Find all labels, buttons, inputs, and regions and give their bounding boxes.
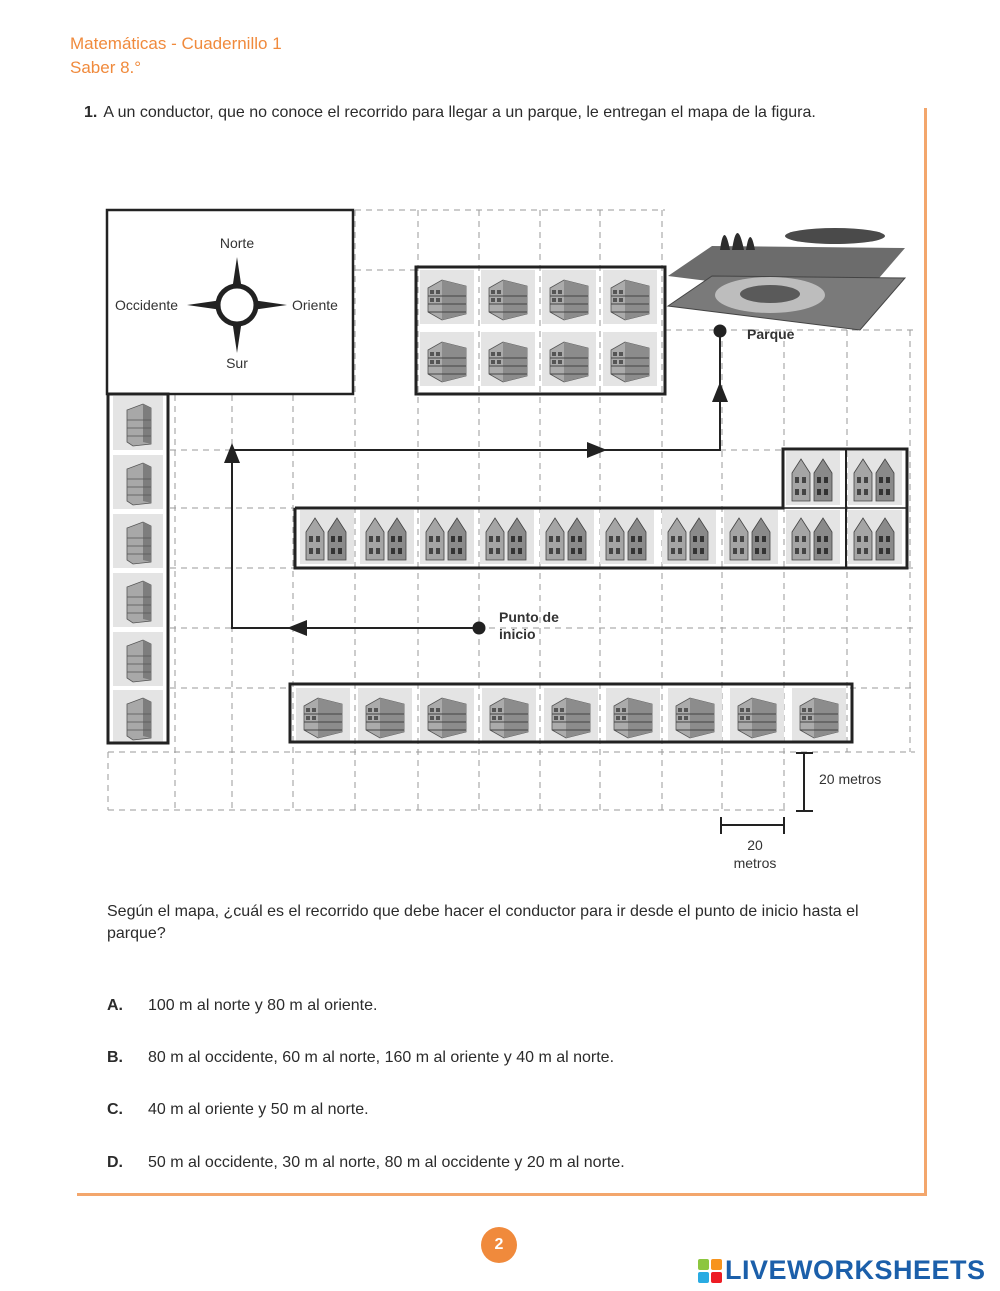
brand-name: LIVEWORKSHEETS [725, 1255, 986, 1285]
brand-logo[interactable] [698, 1255, 986, 1286]
start-point [473, 622, 486, 635]
option-text: 40 m al oriente y 50 m al norte. [148, 1101, 369, 1118]
page-number-badge: 2 [481, 1227, 517, 1263]
block-middle [295, 449, 907, 568]
question-prompt: Según el mapa, ¿cuál es el recorrido que debe hacer el conductor para ir desde el punto de inicio hasta el parque? [107, 903, 859, 942]
park-icon [668, 228, 905, 330]
header-subject: Matemáticas - Cuadernillo 1 [70, 34, 282, 53]
scale-vertical [796, 753, 813, 811]
option-letter: A. [107, 997, 123, 1014]
block-left-column [108, 394, 168, 744]
question-number: 1. [84, 104, 98, 121]
scale-horizontal-label-1: 20 [747, 837, 763, 853]
compass-south-label: Sur [226, 355, 248, 371]
question-text: A un conductor, que no conoce el recorrido para llegar a un parque, le entregan el mapa de la figura. [103, 104, 816, 121]
option-d[interactable] [107, 1154, 625, 1172]
option-letter: B. [107, 1049, 123, 1066]
option-letter: C. [107, 1101, 123, 1118]
option-c[interactable] [107, 1101, 369, 1119]
brand-blocks-icon [698, 1259, 722, 1283]
park-point [714, 325, 727, 338]
scale-horizontal [721, 817, 784, 834]
option-text: 50 m al occidente, 30 m al norte, 80 m al occidente y 20 m al norte. [148, 1154, 625, 1171]
start-label-line1: Punto de [499, 609, 559, 625]
compass-west-label: Occidente [115, 297, 179, 313]
compass-east-label: Oriente [292, 297, 338, 313]
compass-north-label: Norte [219, 235, 255, 251]
option-text: 80 m al occidente, 60 m al norte, 160 m al oriente y 40 m al norte. [148, 1049, 615, 1066]
frame-bottom-border [77, 1193, 927, 1196]
compass-box [107, 210, 353, 394]
block-bottom [290, 684, 852, 742]
option-letter: D. [107, 1154, 123, 1171]
block-top [416, 267, 665, 394]
option-text: 100 m al norte y 80 m al oriente. [148, 997, 378, 1014]
scale-vertical-label: 20 metros [819, 771, 882, 787]
option-a[interactable] [107, 997, 377, 1015]
park-label: Parque [747, 326, 795, 342]
start-label-line2: inicio [499, 626, 536, 642]
scale-horizontal-label-2: metros [733, 855, 777, 871]
option-b[interactable] [107, 1049, 614, 1067]
header-grade: Saber 8.° [70, 58, 142, 77]
